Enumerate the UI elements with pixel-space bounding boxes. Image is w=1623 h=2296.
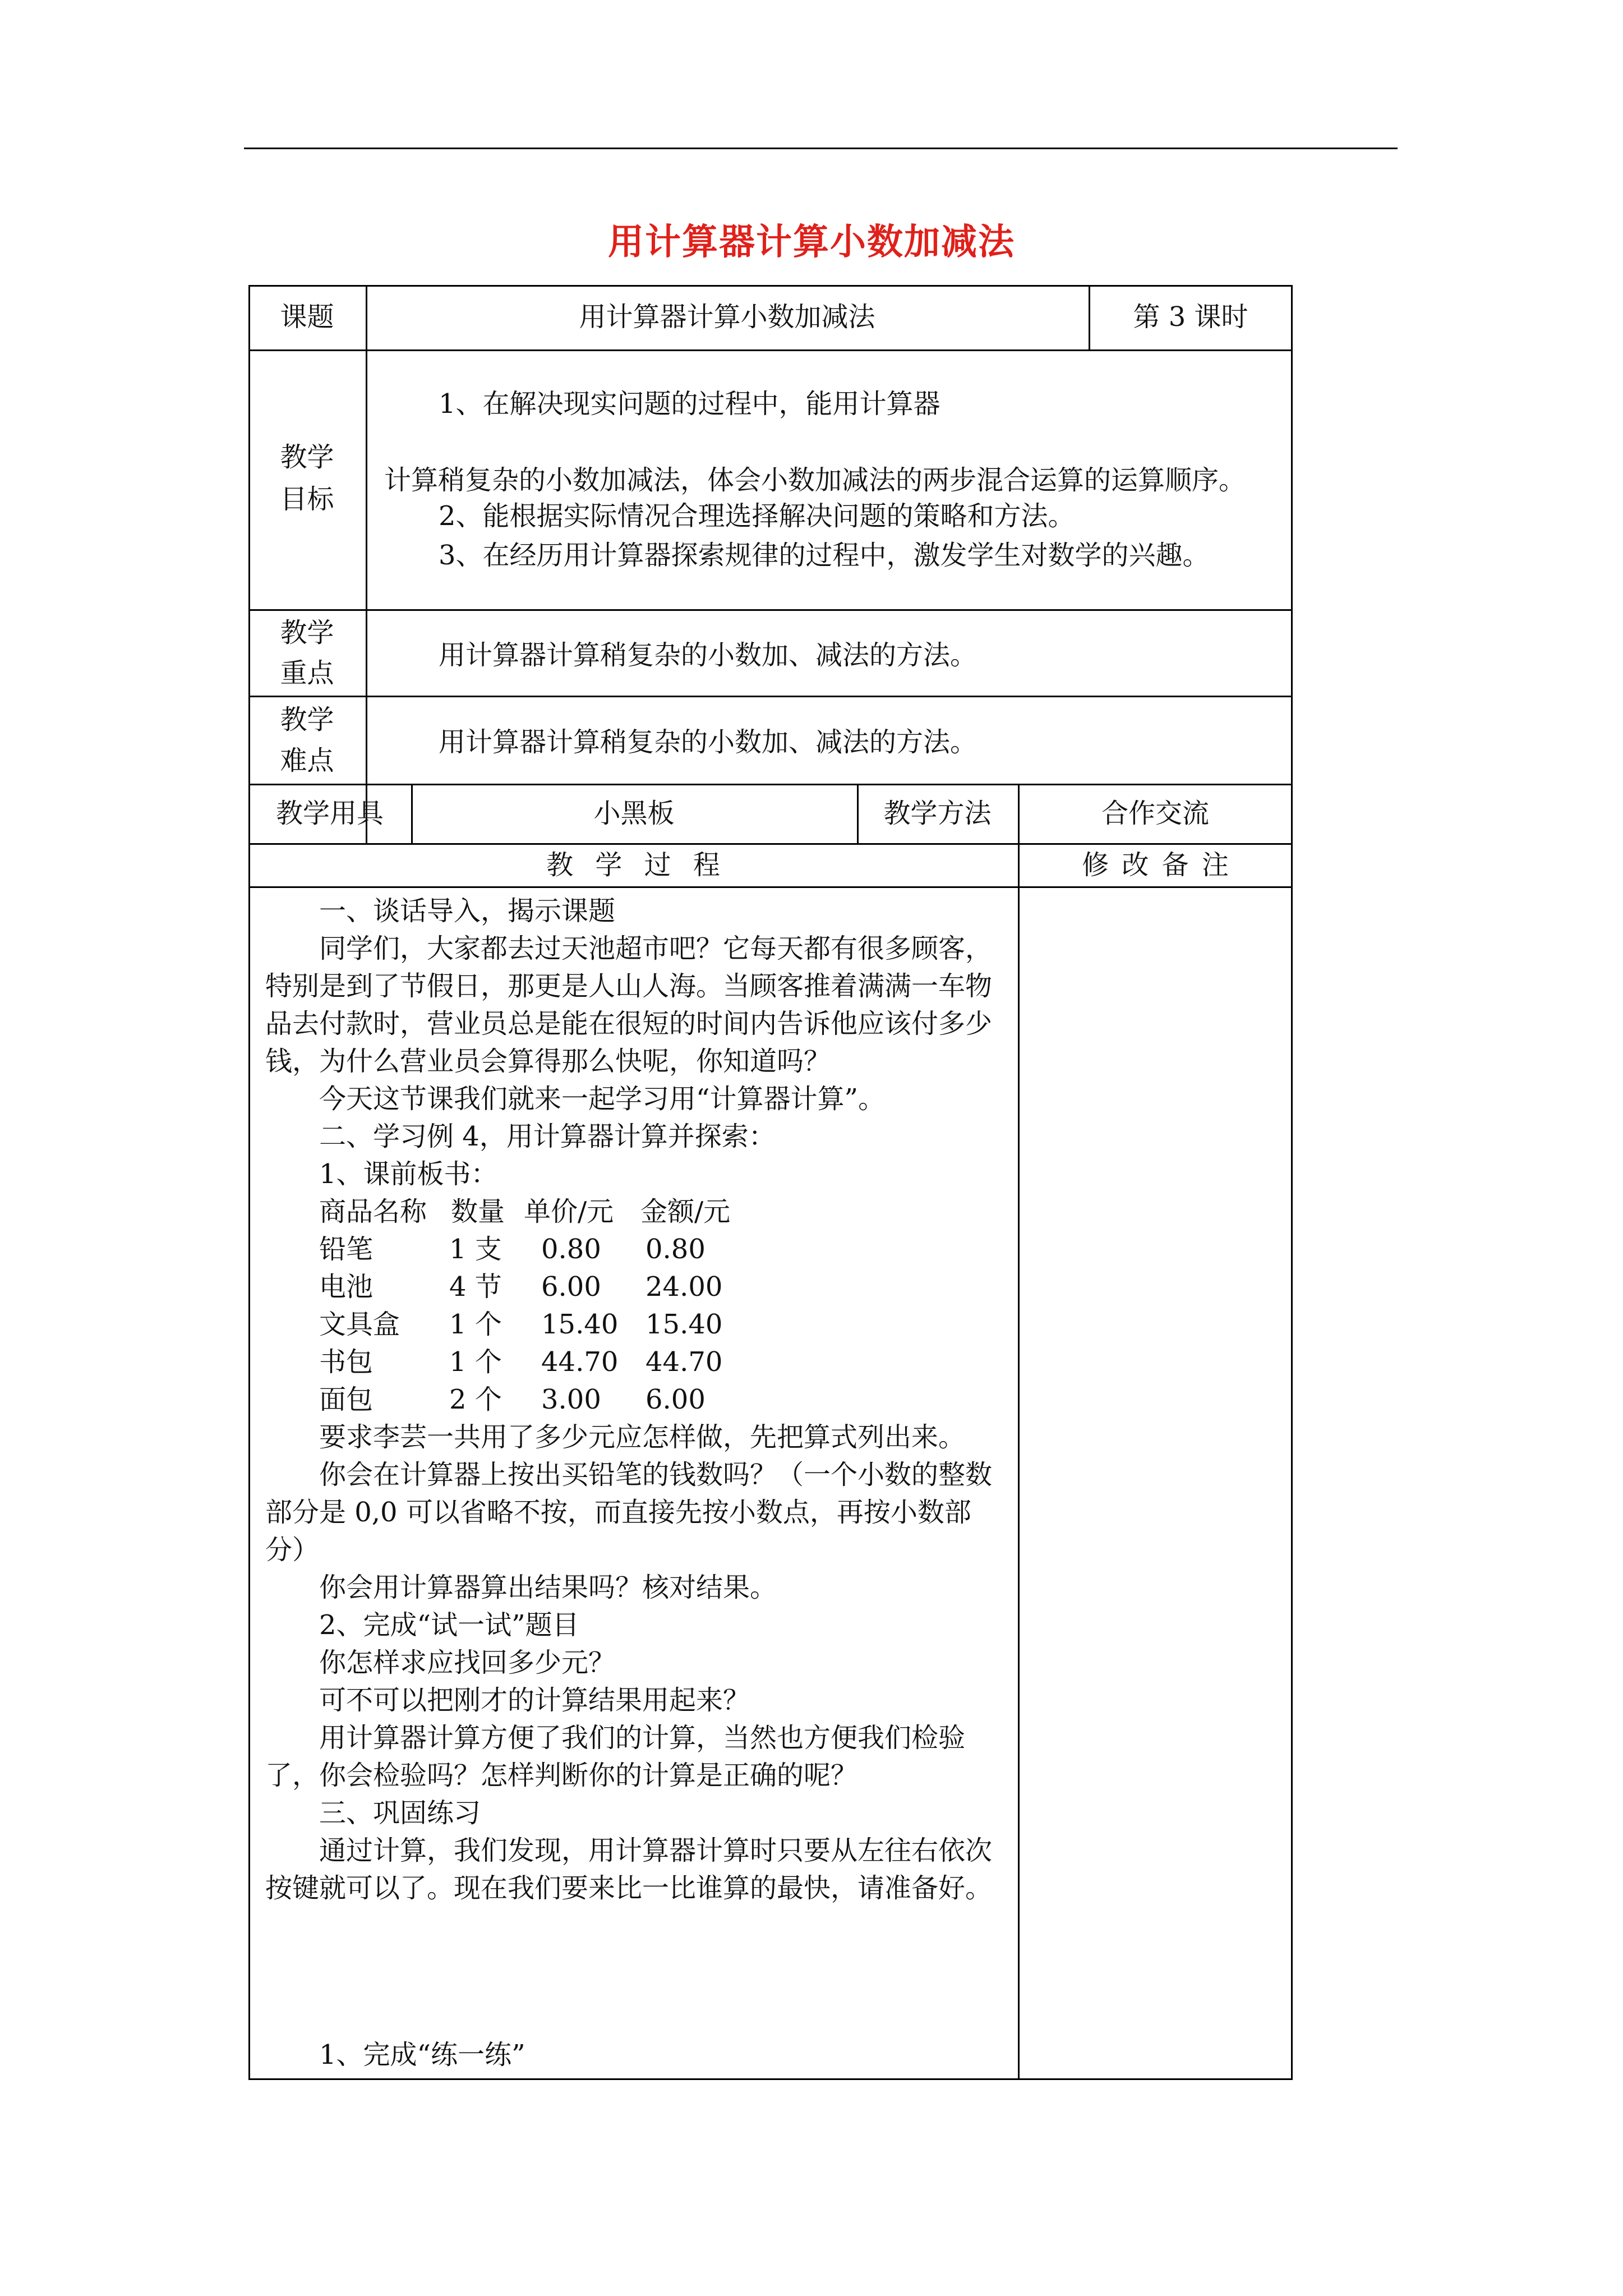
method-label: 教学方法 (883, 798, 992, 829)
goods-amount: 24.00 (645, 1271, 723, 1303)
row-divider-difficulty (248, 784, 1293, 785)
col-divider-label (366, 285, 367, 843)
goods-header-name: 商品名称 (319, 1196, 427, 1227)
goods-qty: 1 个 (449, 1346, 502, 1378)
goods-header-price: 单价/元 (524, 1196, 614, 1227)
difficulty-value: 用计算器计算稍复杂的小数加、减法的方法。 (439, 726, 978, 758)
row-divider-goals (248, 609, 1293, 611)
method-value: 合作交流 (1101, 798, 1209, 829)
goods-name: 面包 (319, 1384, 374, 1415)
goods-qty: 2 个 (449, 1384, 502, 1415)
goods-price: 6.00 (541, 1271, 601, 1303)
goods-row (319, 1231, 1003, 1268)
goods-header-row (319, 1193, 1003, 1231)
goods-name: 电池 (319, 1271, 374, 1303)
section-3-heading: 三、巩固练习 (319, 1797, 481, 1829)
intro-closing: 今天这节课我们就来一起学习用“计算器计算”。 (319, 1083, 886, 1115)
topic-label: 课题 (280, 301, 334, 333)
goods-row (319, 1381, 1003, 1419)
section-2-heading: 二、学习例 4，用计算器计算并探索： (319, 1121, 776, 1152)
goals-label-line-1: 教学 (280, 441, 334, 473)
reuse-question: 可不可以把刚才的计算结果用起来？ (319, 1685, 750, 1716)
col-divider-notes (1018, 784, 1020, 2080)
goods-row (319, 1343, 1003, 1381)
goods-qty: 4 节 (449, 1271, 502, 1303)
goods-header-qty: 数量 (451, 1196, 505, 1227)
header-rule (244, 148, 1398, 149)
goal-2: 2、能根据实际情况合理选择解决问题的策略和方法。 (439, 500, 1075, 532)
goods-name: 铅笔 (319, 1234, 374, 1265)
notes-header: 修 改 备 注 (1082, 849, 1229, 881)
goods-amount: 0.80 (645, 1234, 706, 1265)
try-heading: 2、完成“试一试”题目 (319, 1609, 579, 1641)
goods-amount: 15.40 (645, 1309, 723, 1340)
topic-value: 用计算器计算小数加减法 (579, 301, 875, 333)
task-paragraph: 要求李芸一共用了多少元应怎样做，先把算式列出来。 (319, 1421, 966, 1453)
goods-row (319, 1268, 1003, 1306)
goods-list (319, 1193, 1003, 1419)
goods-qty: 1 个 (449, 1309, 502, 1340)
row-divider-topic (248, 349, 1293, 351)
goods-row (319, 1306, 1003, 1343)
goods-price: 3.00 (541, 1384, 601, 1415)
goods-name: 文具盒 (319, 1309, 400, 1340)
keypad-paragraph: 你会在计算器上按出买铅笔的钱数吗？（一个小数的整数部分是 0,0 可以省略不按，而直接先按小数点，再按小数部分） (265, 1459, 993, 1566)
key-label-line-1: 教学 (280, 617, 334, 648)
check-paragraph: 用计算器计算方便了我们的计算，当然也方便我们检验了，你会检验吗？怎样判断你的计算是正确的呢？ (265, 1722, 966, 1791)
goal-1: 1、在解决现实问题的过程中，能用计算器 (439, 388, 940, 420)
tools-label: 教学用具 (275, 798, 384, 829)
goal-1-continued: 计算稍复杂的小数加减法，体会小数加减法的两步混合运算的运算顺序。 (384, 464, 1246, 496)
process-header: 教 学 过 程 (546, 849, 720, 881)
result-paragraph: 你会用计算器算出结果吗？核对结果。 (319, 1572, 777, 1603)
lesson-number: 第 3 课时 (1133, 301, 1248, 333)
row-divider-key (248, 696, 1293, 697)
row-divider-tools (248, 843, 1293, 845)
board-heading: 1、课前板书： (319, 1158, 498, 1190)
tools-value: 小黑板 (593, 798, 675, 829)
goods-header-amount: 金额/元 (640, 1196, 731, 1227)
goods-amount: 44.70 (645, 1346, 723, 1378)
exercise-heading: 1、完成“练一练” (319, 2039, 525, 2070)
goal-3: 3、在经历用计算器探索规律的过程中，激发学生对数学的兴趣。 (439, 540, 1210, 571)
section-1-heading: 一、谈话导入，揭示课题 (319, 895, 616, 927)
intro-paragraph: 同学们，大家都去过天池超市吧？它每天都有很多顾客，特别是到了节假日，那更是人山人海。当顾客推着满满一车物品去付款时，营业员总是能在很短的时间内告诉他应该付多少钱，为什么营业员会算得那么快呢，你知道吗？ (265, 933, 993, 1077)
key-label-line-2: 重点 (280, 657, 334, 689)
difficulty-label-line-1: 教学 (280, 704, 334, 735)
goals-label-line-2: 目标 (280, 484, 334, 515)
document-title: 用计算器计算小数加减法 (608, 222, 1015, 263)
goods-amount: 6.00 (645, 1384, 706, 1415)
goods-qty: 1 支 (449, 1234, 502, 1265)
goods-price: 15.40 (541, 1309, 619, 1340)
row-divider-process-header (248, 886, 1293, 888)
change-question: 你怎样求应找回多少元？ (319, 1647, 616, 1678)
goods-name: 书包 (319, 1346, 374, 1378)
goods-price: 0.80 (541, 1234, 601, 1265)
key-value: 用计算器计算稍复杂的小数加、减法的方法。 (439, 639, 978, 671)
difficulty-label-line-2: 难点 (280, 745, 334, 776)
goods-price: 44.70 (541, 1346, 619, 1378)
practice-paragraph: 通过计算，我们发现，用计算器计算时只要从左往右依次按键就可以了。现在我们要来比一比谁算的最快，请准备好。 (265, 1835, 993, 1904)
